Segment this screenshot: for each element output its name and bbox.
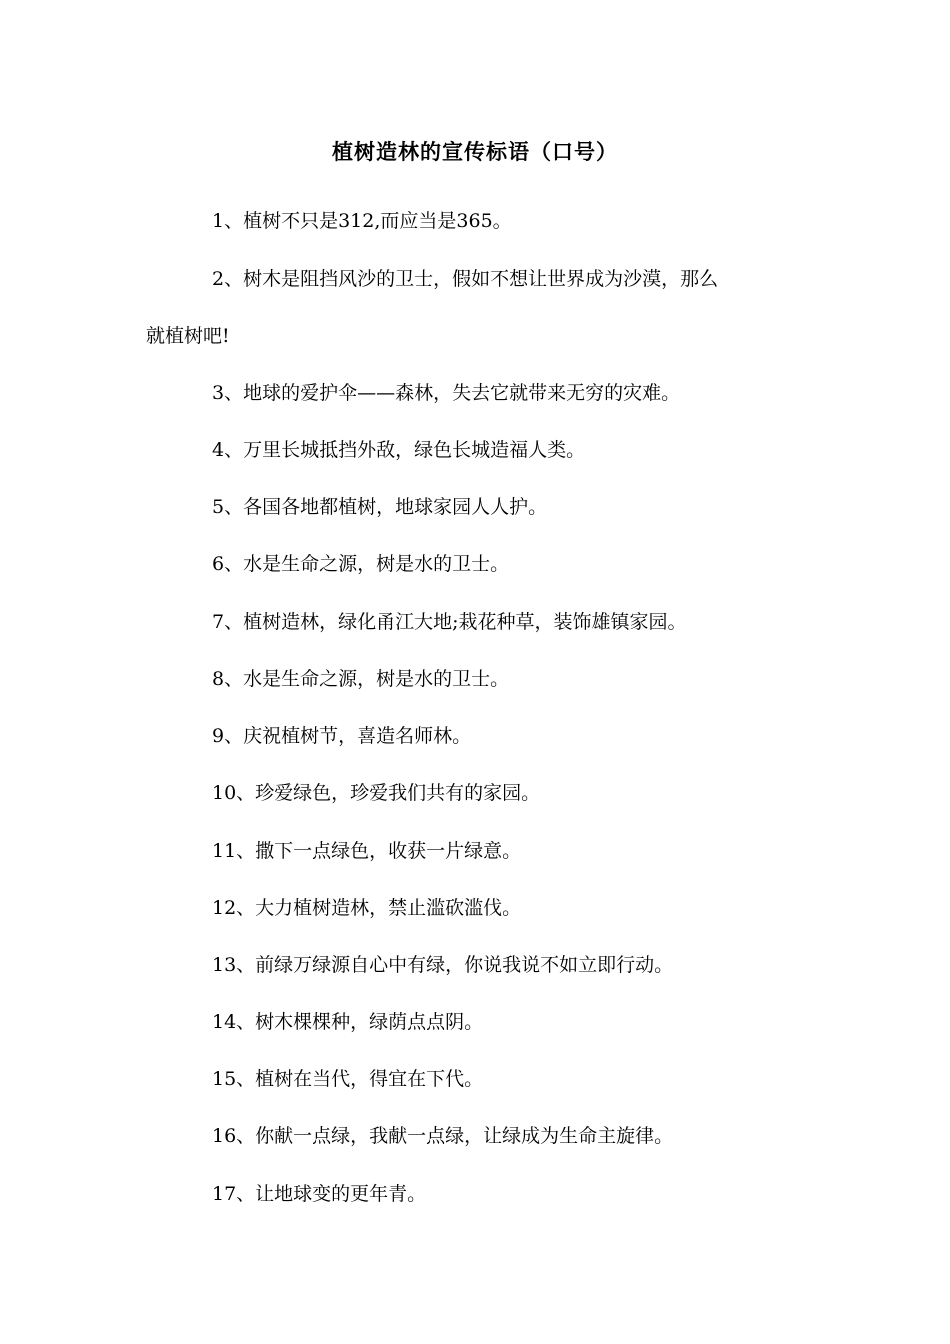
slogan-line: 1、植树不只是312,而应当是365。 [212,210,512,232]
slogan-line: 5、各国各地都植树，地球家园人人护。 [212,496,548,518]
slogan-line: 13、前绿万绿源自心中有绿，你说我说不如立即行动。 [212,954,674,976]
slogan-line: 9、庆祝植树节，喜造名师林。 [212,725,472,747]
slogan-line: 15、植树在当代，得宜在下代。 [212,1068,484,1090]
slogan-line: 11、撒下一点绿色，收获一片绿意。 [212,840,522,862]
slogan-line: 14、树木棵棵种，绿荫点点阴。 [212,1011,484,1033]
slogan-line: 3、地球的爱护伞——森林，失去它就带来无穷的灾难。 [212,382,681,404]
slogan-line: 4、万里长城抵挡外敌，绿色长城造福人类。 [212,439,586,461]
slogan-line: 2、树木是阻挡风沙的卫士，假如不想让世界成为沙漠，那么 [212,268,719,290]
document-title: 植树造林的宣传标语（口号） [332,140,618,164]
slogan-line: 16、你献一点绿，我献一点绿，让绿成为生命主旋律。 [212,1125,674,1147]
slogan-line: 12、大力植树造林，禁止滥砍滥伐。 [212,897,522,919]
slogan-line: 8、水是生命之源，树是水的卫士。 [212,668,510,690]
slogan-line: 17、让地球变的更年青。 [212,1183,427,1205]
slogan-line-continuation: 就植树吧! [146,325,230,347]
slogan-line: 6、水是生命之源，树是水的卫士。 [212,553,510,575]
slogan-line: 7、植树造林，绿化甬江大地;栽花种草，装饰雄镇家园。 [212,611,687,633]
slogan-line: 10、珍爱绿色，珍爱我们共有的家园。 [212,782,541,804]
